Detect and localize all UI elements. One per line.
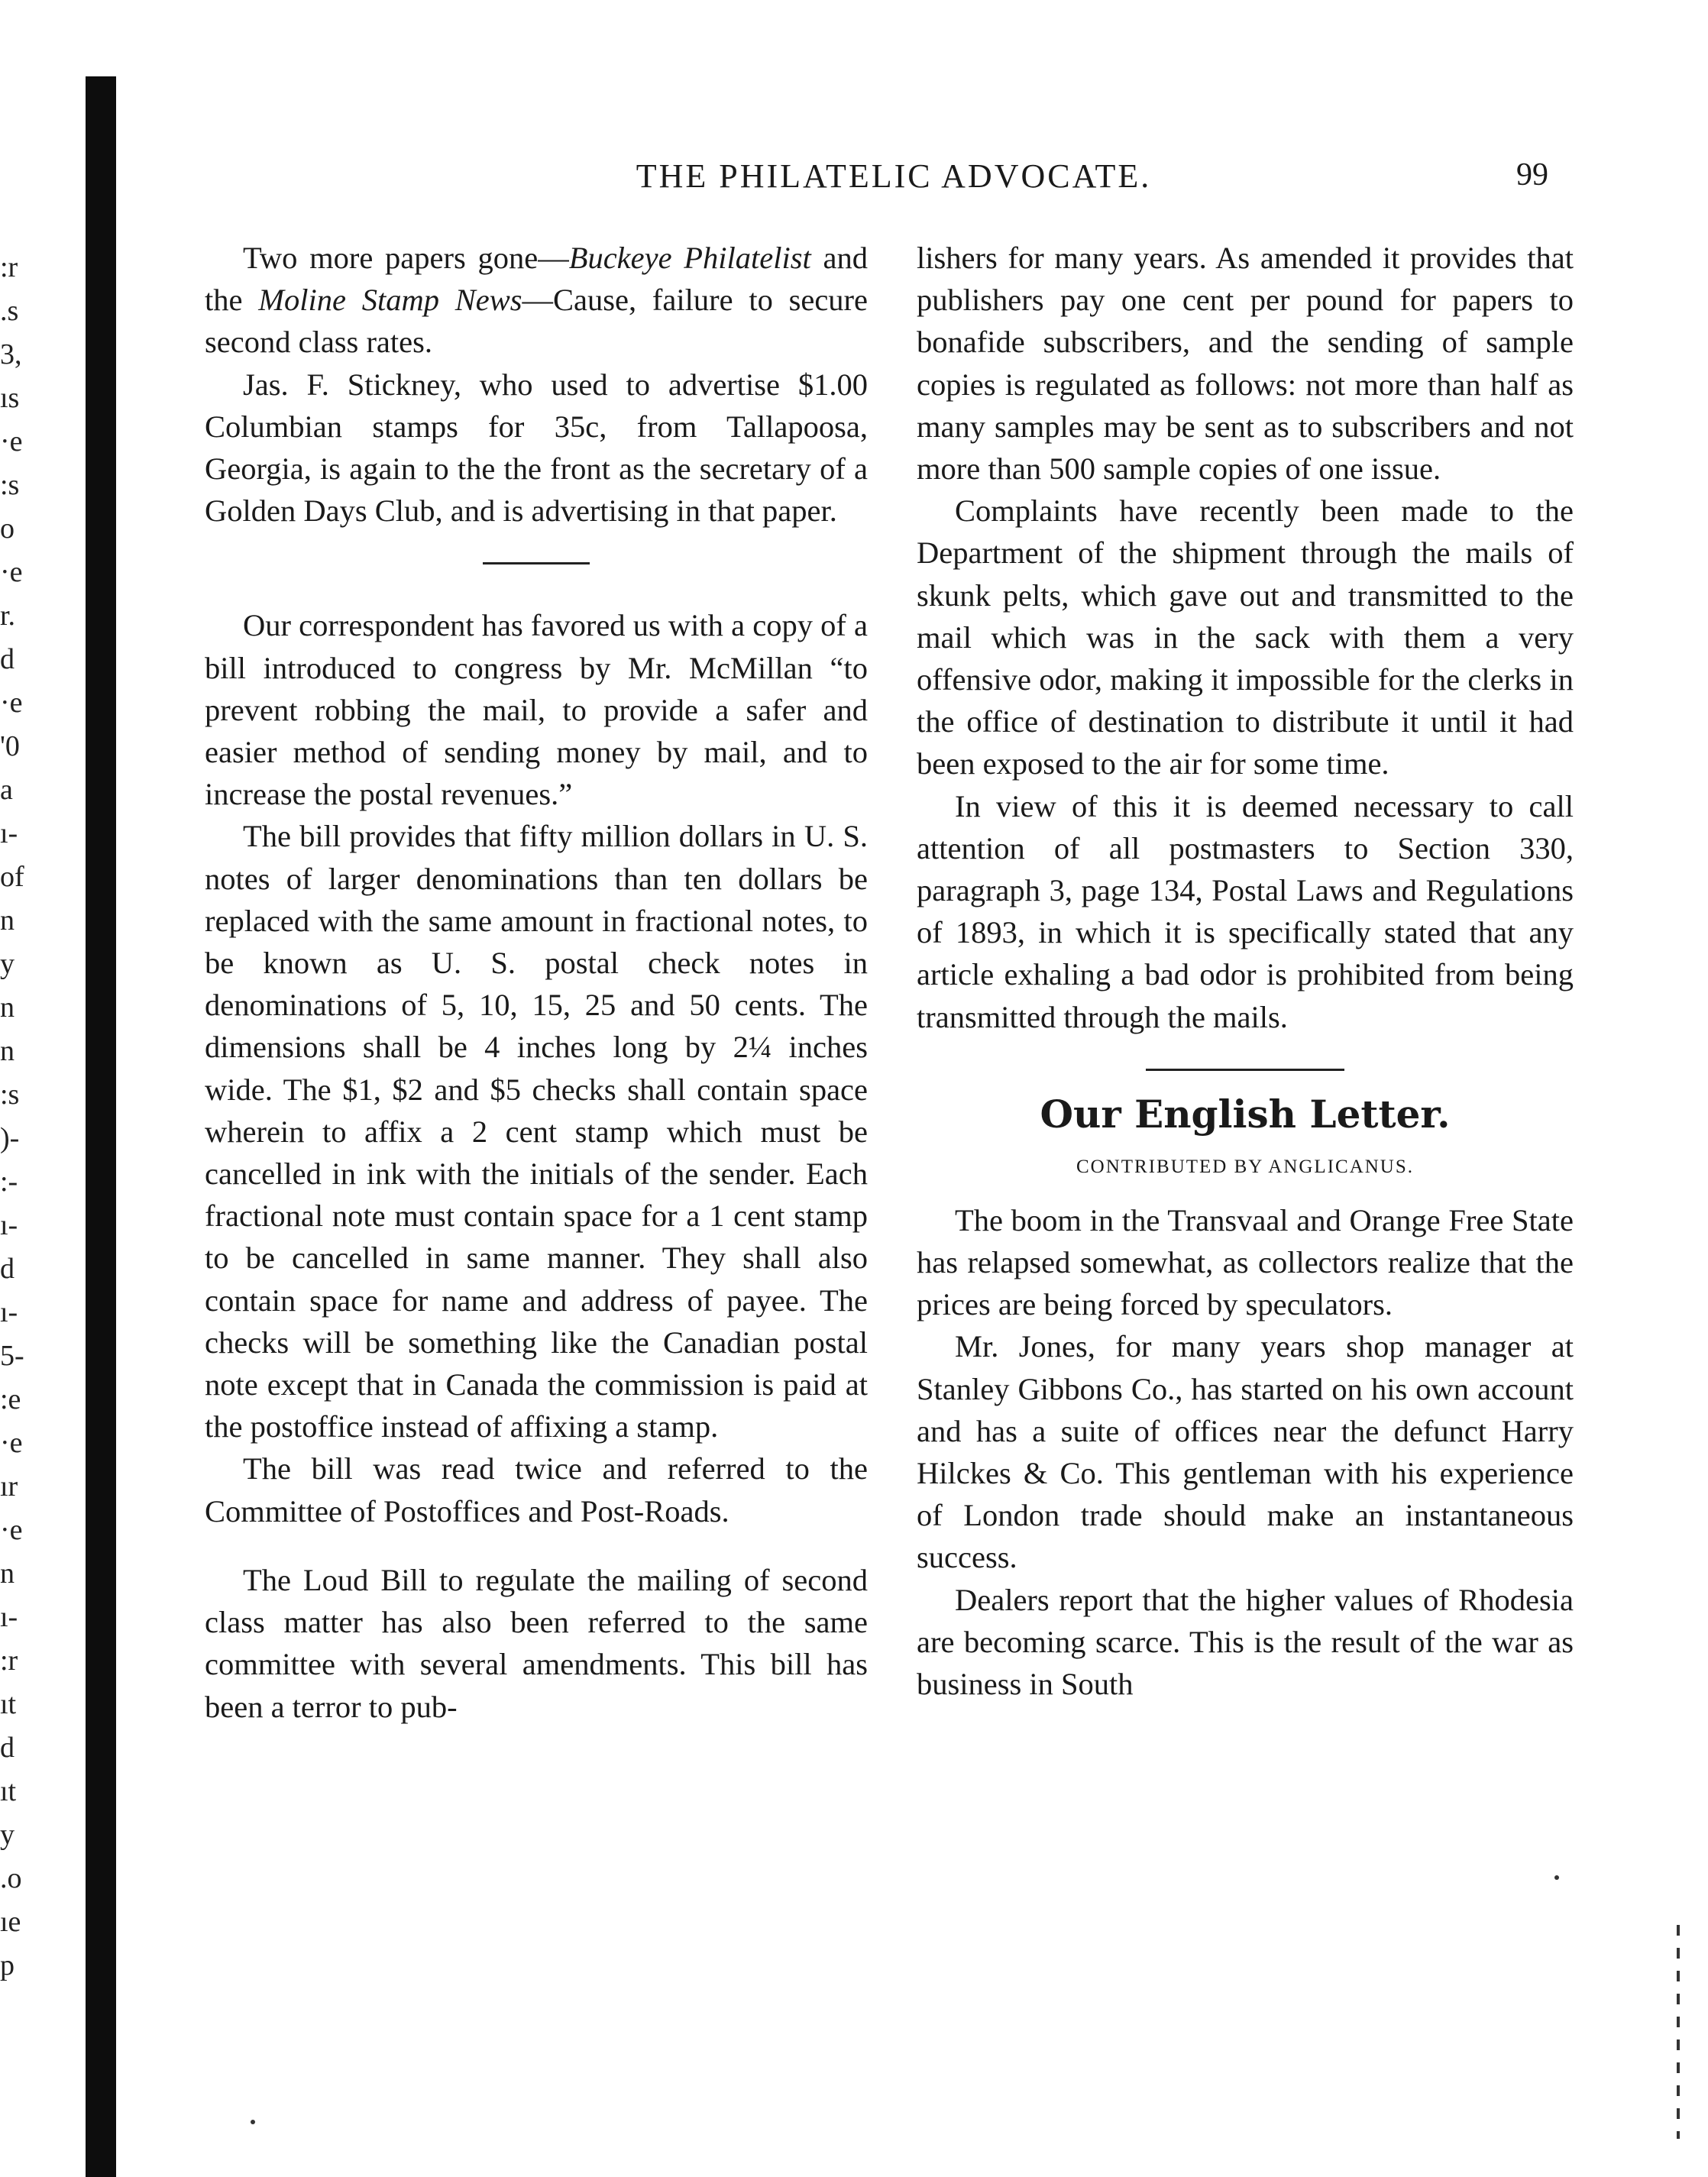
- bleed-fragment: n: [0, 1035, 15, 1067]
- bleed-fragment: ıe: [0, 1906, 21, 1938]
- bleed-fragment: ·e: [0, 687, 23, 719]
- bleed-fragment: d: [0, 1732, 15, 1764]
- bleed-fragment: '0: [0, 730, 20, 762]
- bleed-fragment: ·e: [0, 425, 23, 458]
- paragraph-postmasters: In view of this it is deemed necessary to call attention of all postmasters to Section 330, paragraph 3, page 134, Postal Laws and Regulations of 1893, in which it is specifically stated that any article exhaling a bad odor is prohibited from being transmitted through the mails.: [917, 788, 1574, 1034]
- bleed-fragment: n: [0, 904, 15, 936]
- scan-edge-marks: [1677, 1925, 1680, 2139]
- page-header: [0, 157, 1708, 202]
- bleed-fragment: :r: [0, 1645, 18, 1677]
- bleed-fragment: ıs: [0, 382, 20, 414]
- bleed-fragment: ır: [0, 1470, 18, 1503]
- paragraph-stickney: Jas. F. Stickney, who used to advertise $1.00 Columbian stamps for 35c, from Tallapoosa, Georgia, is again to the the front as the secretary of a Golden Days Club, and is advertising in that paper.: [205, 367, 868, 529]
- section-divider: [1146, 1069, 1344, 1071]
- bleed-fragment: 3,: [0, 338, 22, 370]
- bleed-fragment: ıt: [0, 1688, 17, 1720]
- binding-shadow: [86, 76, 116, 2177]
- bleed-fragment: :-: [0, 1166, 18, 1198]
- bleed-fragment: )-: [0, 1122, 20, 1154]
- left-column: [205, 237, 868, 1728]
- paragraph-rhodesia: Dealers report that the higher values of Rhodesia are becoming scarce. This is the result of the war as business in South: [917, 1582, 1574, 1702]
- section-title: Our English Letter.: [1040, 1091, 1451, 1137]
- paragraph-bill-read: The bill was read twice and referred to the Committee of Postoffices and Post-Roads.: [205, 1451, 868, 1528]
- scan-speck: [251, 2120, 255, 2124]
- bleed-fragment: n: [0, 1558, 15, 1590]
- paragraph-transvaal: The boom in the Transvaal and Orange Free State has relapsed somewhat, as collectors realize that the prices are being forced by speculators.: [917, 1202, 1574, 1322]
- bleed-fragment: d: [0, 1253, 15, 1285]
- bleed-fragment: ı-: [0, 817, 18, 849]
- bleed-fragment: :s: [0, 469, 20, 501]
- bleed-fragment: o: [0, 513, 15, 545]
- paragraph-correspondent: Our correspondent has favored us with a copy of a bill introduced to congress by Mr. McMillan “to prevent robbing the mail, to provide a safer and easier method of sending money by mail, and to increase the postal revenues.”: [205, 608, 868, 812]
- bleed-fragment: :s: [0, 1079, 20, 1111]
- bleed-fragment: ı-: [0, 1296, 18, 1328]
- bleed-fragment: ıt: [0, 1775, 17, 1807]
- bleed-fragment: p: [0, 1949, 15, 1981]
- right-column: [917, 237, 1574, 1705]
- paragraph-loud-bill: The Loud Bill to regulate the mailing of second class matter has also been referred to the same committee with several amendments. This bill has been a terror to pub-: [205, 1562, 868, 1724]
- paragraph-publishers: lishers for many years. As amended it provides that publishers pay one cent per pound for papers to bonafide subscribers, and the sending of sample copies is regulated as follows: not more than half as many samples may be sent as to subscribers and not more than 500 sample copies of one issue.: [917, 241, 1574, 487]
- bleed-fragment: :e: [0, 1383, 21, 1415]
- bleed-fragment: ı-: [0, 1209, 18, 1241]
- bleed-fragment: r.: [0, 600, 16, 632]
- bleed-fragment: ·e: [0, 1514, 23, 1546]
- bleed-fragment: of: [0, 861, 24, 893]
- bleed-fragment: n: [0, 991, 15, 1024]
- paragraph-bill-provides: The bill provides that fifty million dollars in U. S. notes of larger denominations than ten dollars be replaced with the same amount in fractional notes, to be known as U. S. postal check notes in denominations of 5, 10, 15, 25 and 50 cents. The dimensions shall be 4 inches long by 2¼ inches wide. The $1, $2 and $5 checks shall contain space wherein to affix a 2 cent stamp which must be cancelled in ink with the initials of the sender. Each fractional note must contain space for a 1 cent stamp to be cancelled in same manner. They shall also contain space for name and address of payee. The checks will be something like the Canadian postal note except that in Canada the commission is paid at the postoffice instead of affixing a stamp.: [205, 819, 868, 1444]
- byline: CONTRIBUTED BY ANGLICANUS.: [1076, 1156, 1415, 1177]
- running-title: THE PHILATELIC ADVOCATE.: [636, 157, 1152, 195]
- paragraph-complaints: Complaints have recently been made to the Department of the shipment through the mails of skunk pelts, which gave out and transmitted to the mail which was in the sack with them a very offensive odor, making it impossible for the clerks in the office of destination to distribute it until it had been exposed to the air for some time.: [917, 493, 1574, 781]
- bleed-fragment: ·e: [0, 556, 23, 588]
- page-number: 99: [1516, 157, 1548, 192]
- bleed-fragment: ·e: [0, 1427, 23, 1459]
- bleed-fragment: .s: [0, 295, 19, 327]
- scan-speck: [1554, 1875, 1559, 1880]
- paragraph-papers-gone: Two more papers gone—Buckeye Philatelist and the Moline Stamp News—Cause, failure to secure second class rates.: [205, 241, 869, 360]
- bleed-fragment: ı-: [0, 1601, 18, 1633]
- bleed-through-margin: [0, 252, 84, 2032]
- bleed-fragment: 5-: [0, 1340, 24, 1372]
- bleed-fragment: :r: [0, 251, 18, 283]
- bleed-fragment: d: [0, 643, 15, 675]
- bleed-fragment: a: [0, 774, 13, 806]
- section-divider: [483, 562, 590, 564]
- bleed-fragment: y: [0, 1819, 15, 1851]
- paragraph-jones: Mr. Jones, for many years shop manager at Stanley Gibbons Co., has started on his own account and has a suite of offices near the defunct Harry Hilckes & Co. This gentleman with his experience of London trade should make an instantaneous success.: [917, 1329, 1574, 1575]
- bleed-fragment: y: [0, 948, 15, 980]
- bleed-fragment: .o: [0, 1862, 22, 1894]
